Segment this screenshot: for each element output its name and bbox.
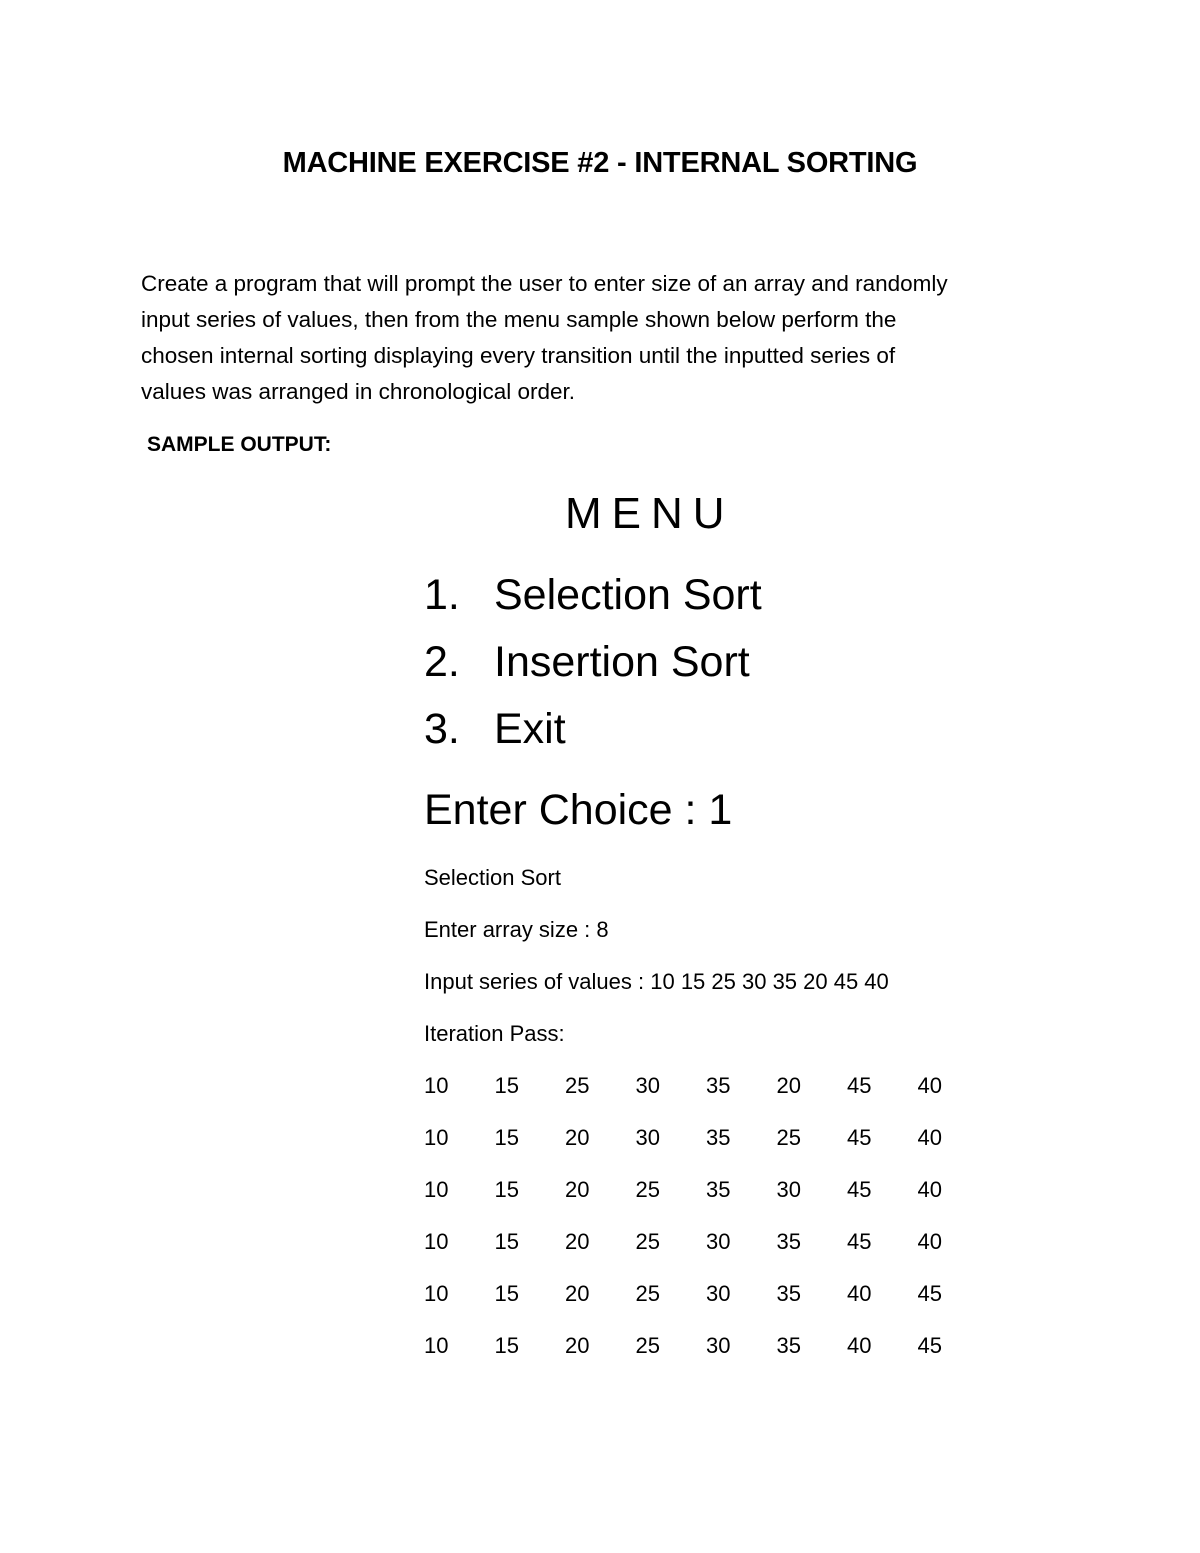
iteration-value: 10 [424,1177,449,1202]
menu-item-label: Exit [494,705,566,753]
iteration-row [424,1328,988,1380]
intro-line: values was arranged in chronological order. [141,379,576,404]
iteration-value: 25 [635,1281,660,1306]
iteration-value: 15 [494,1333,519,1358]
iteration-value: 15 [494,1125,519,1150]
iteration-value: 25 [776,1125,801,1150]
menu-item-number: 3. [424,705,460,753]
intro-line: chosen internal sorting displaying every transition until the inputted series of [141,343,896,368]
iteration-value: 25 [565,1073,590,1098]
menu-item-insertion-sort [424,633,762,700]
iteration-value: 10 [424,1229,449,1254]
iteration-value: 20 [565,1333,590,1358]
intro-paragraph [141,266,1081,410]
iteration-value: 45 [847,1073,872,1098]
iteration-grid [424,1068,988,1380]
menu-item-number: 1. [424,571,460,619]
iteration-row [424,1120,988,1172]
iteration-value: 35 [706,1073,731,1098]
iteration-value: 20 [776,1073,801,1098]
menu-item-selection-sort [424,566,762,633]
iteration-value: 30 [706,1229,731,1254]
menu-item-label: Selection Sort [494,571,762,619]
iteration-value: 20 [565,1229,590,1254]
iteration-value: 15 [494,1281,519,1306]
output-line-array-size: Enter array size : 8 [424,917,609,942]
iteration-value: 20 [565,1281,590,1306]
iteration-value: 40 [847,1333,872,1358]
iteration-value: 35 [706,1177,731,1202]
iteration-value: 45 [917,1333,942,1358]
iteration-value: 25 [635,1333,660,1358]
intro-line: input series of values, then from the menu sample shown below perform the [141,307,897,332]
iteration-value: 45 [847,1125,872,1150]
iteration-value: 25 [635,1177,660,1202]
menu-item-exit [424,700,762,767]
iteration-value: 30 [706,1281,731,1306]
menu-list [424,566,762,767]
output-line-iteration-header: Iteration Pass: [424,1021,565,1046]
iteration-row [424,1276,988,1328]
iteration-value: 15 [494,1177,519,1202]
page-title: MACHINE EXERCISE #2 - INTERNAL SORTING [282,147,918,179]
iteration-value: 25 [635,1229,660,1254]
iteration-value: 35 [776,1281,801,1306]
menu-item-number: 2. [424,638,460,686]
iteration-value: 10 [424,1073,449,1098]
program-output [424,860,889,1068]
iteration-value: 45 [917,1281,942,1306]
menu-title: MENU [565,489,735,538]
enter-choice-line: Enter Choice : 1 [424,786,733,834]
iteration-value: 40 [847,1281,872,1306]
menu-item-label: Insertion Sort [494,638,750,686]
iteration-value: 10 [424,1281,449,1306]
iteration-value: 30 [635,1073,660,1098]
iteration-row [424,1172,988,1224]
iteration-value: 35 [776,1229,801,1254]
iteration-value: 40 [917,1229,942,1254]
iteration-row [424,1068,988,1120]
output-line-algorithm: Selection Sort [424,865,561,890]
iteration-value: 40 [917,1125,942,1150]
iteration-value: 35 [706,1125,731,1150]
iteration-value: 45 [847,1229,872,1254]
iteration-value: 20 [565,1177,590,1202]
iteration-value: 35 [776,1333,801,1358]
output-line-input-values: Input series of values : 10 15 25 30 35 20 45 40 [424,969,889,994]
iteration-value: 45 [847,1177,872,1202]
iteration-value: 40 [917,1177,942,1202]
iteration-value: 30 [635,1125,660,1150]
iteration-value: 20 [565,1125,590,1150]
iteration-value: 30 [706,1333,731,1358]
iteration-value: 40 [917,1073,942,1098]
iteration-value: 30 [776,1177,801,1202]
intro-line: Create a program that will prompt the user to enter size of an array and randomly [141,271,948,296]
iteration-value: 10 [424,1125,449,1150]
iteration-value: 10 [424,1333,449,1358]
iteration-value: 15 [494,1229,519,1254]
iteration-value: 15 [494,1073,519,1098]
sample-output-label: SAMPLE OUTPUT: [147,433,332,456]
iteration-row [424,1224,988,1276]
